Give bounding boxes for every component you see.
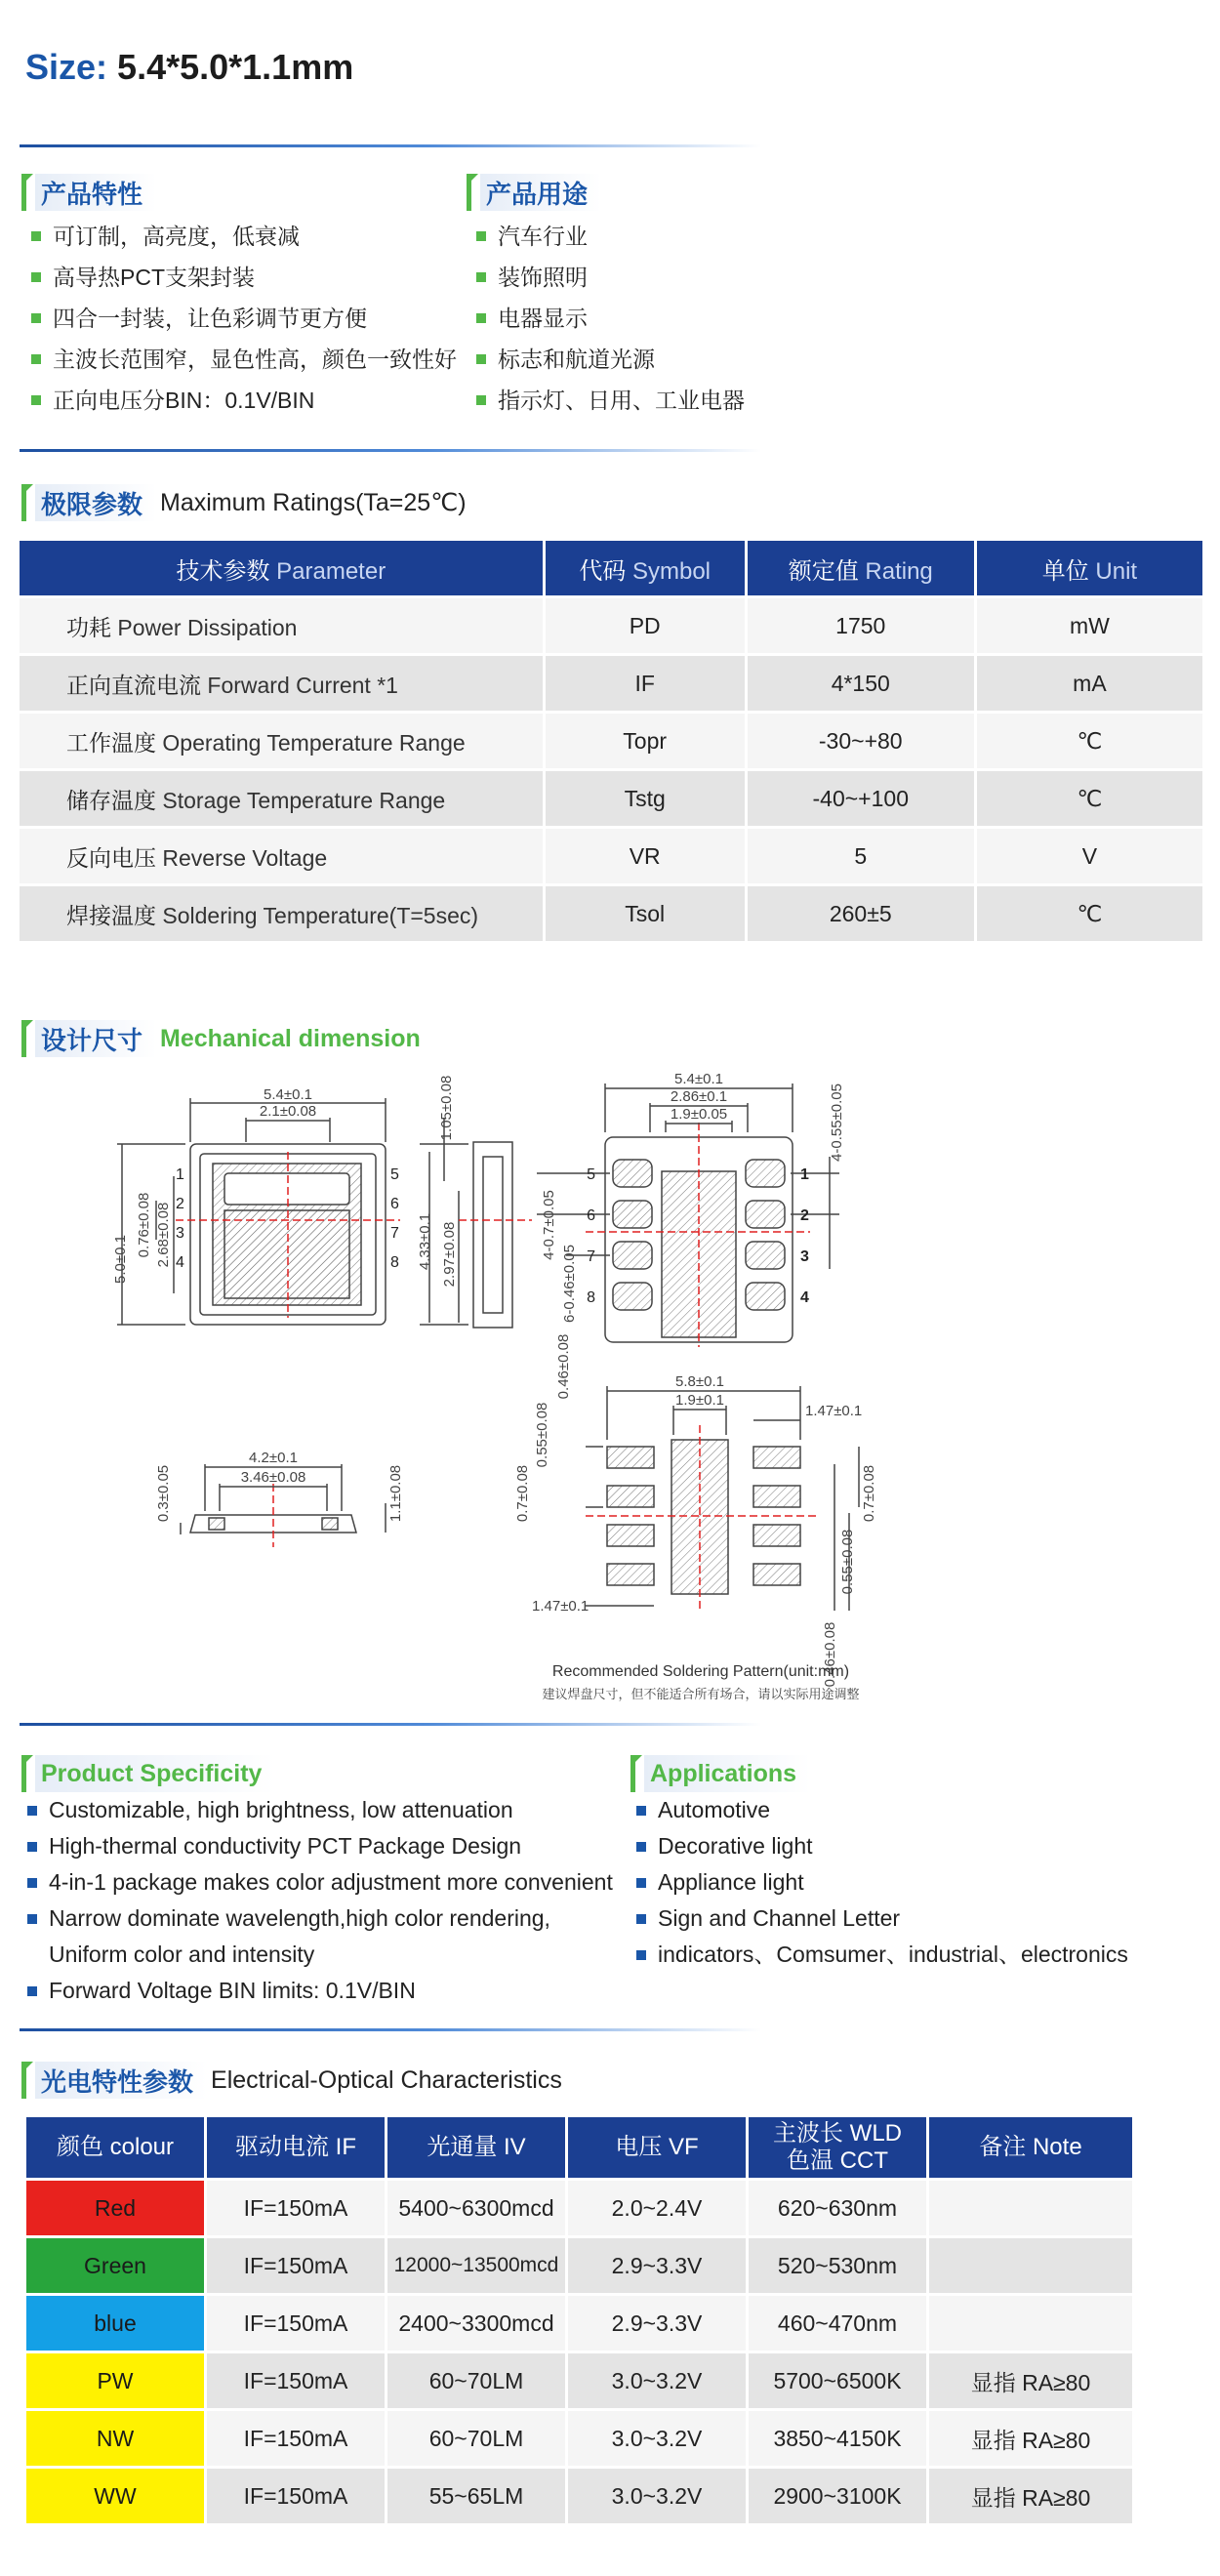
list-item: 标志和航道光源 <box>468 339 917 380</box>
table-cell: mA <box>977 656 1202 711</box>
table-cell: 1750 <box>748 598 974 653</box>
dim-label: 4-0.7±0.05 <box>541 1190 557 1260</box>
table-header: 单位 Unit <box>977 541 1202 595</box>
uses-title: 产品用途 <box>480 174 601 211</box>
table-cell: 储存温度 Storage Temperature Range <box>20 771 543 826</box>
dim-label: 5.4±0.1 <box>674 1071 723 1087</box>
table-cell: ℃ <box>977 886 1202 941</box>
table-header: 驱动电流 IF <box>207 2117 385 2178</box>
table-cell: 显指 RA≥80 <box>929 2411 1132 2466</box>
table-cell: V <box>977 829 1202 883</box>
colour-swatch-cell: blue <box>26 2296 204 2351</box>
dim-label: 0.76±0.08 <box>136 1192 152 1258</box>
divider <box>20 144 761 147</box>
table-header: 额定值 Rating <box>748 541 974 595</box>
pin-label: 4 <box>176 1254 184 1271</box>
table-header: 技术参数 Parameter <box>20 541 543 595</box>
mechanical-title-en: Mechanical dimension <box>160 1024 421 1052</box>
table-cell: IF=150mA <box>207 2353 385 2408</box>
features-head <box>21 172 156 213</box>
applications-list <box>629 1792 1214 1973</box>
table-cell: -30~+80 <box>748 714 974 768</box>
side-view <box>459 1142 532 1328</box>
list-item: 装饰照明 <box>468 257 917 298</box>
table-cell: ℃ <box>977 771 1202 826</box>
table-cell: 5700~6500K <box>749 2353 926 2408</box>
list-item: 4-in-1 package makes color adjustment more convenient <box>20 1864 625 1901</box>
table-cell: 2.0~2.4V <box>568 2181 746 2235</box>
table-cell <box>929 2181 1132 2235</box>
table-row <box>20 714 1202 768</box>
table-header: 主波长 WLD 色温 CCT <box>749 2117 926 2178</box>
table-cell: 620~630nm <box>749 2181 926 2235</box>
table-row <box>20 598 1202 653</box>
pin-label: 8 <box>587 1289 595 1306</box>
pin-label: 4 <box>800 1289 809 1306</box>
dim-label: 1.47±0.1 <box>805 1403 863 1419</box>
table-cell: 260±5 <box>748 886 974 941</box>
table-cell: 2.9~3.3V <box>568 2296 746 2351</box>
table-row <box>20 886 1202 941</box>
max-ratings-title-cn: 极限参数 <box>35 484 156 521</box>
pad-caption: Recommended Soldering Pattern(unit:mm) <box>551 1663 850 1680</box>
list-item-continued: Uniform color and intensity <box>49 1942 315 1967</box>
uses-head <box>467 172 601 213</box>
dim-label: 0.3±0.05 <box>155 1464 172 1523</box>
dim-label: 0.46±0.08 <box>822 1621 838 1688</box>
table-row <box>26 2469 1132 2523</box>
table-cell: 2400~3300mcd <box>387 2296 565 2351</box>
dim-label: 4.2±0.1 <box>249 1450 298 1466</box>
table-cell: 3.0~3.2V <box>568 2469 746 2523</box>
table-cell: Tstg <box>546 771 745 826</box>
product-specificity-title: Product Specificity <box>35 1755 275 1792</box>
dim-label: 0.46±0.08 <box>555 1333 572 1400</box>
pin-label: 1 <box>800 1166 809 1183</box>
divider <box>20 2028 761 2031</box>
dim-label: 0.55±0.08 <box>534 1402 550 1468</box>
dim-label: 1.9±0.05 <box>670 1106 728 1123</box>
colour-swatch-cell: Green <box>26 2238 204 2293</box>
table-row <box>20 829 1202 883</box>
dim-label: 6-0.46±0.05 <box>561 1245 578 1323</box>
dim-label: 1.9±0.1 <box>675 1392 724 1409</box>
mechanical-head <box>21 1018 421 1059</box>
list-item: 汽车行业 <box>468 216 917 257</box>
list-item: Decorative light <box>629 1828 1214 1864</box>
dim-label: 0.7±0.08 <box>514 1464 531 1523</box>
table-cell: 显指 RA≥80 <box>929 2353 1132 2408</box>
list-item: Customizable, high brightness, low attenuation <box>20 1792 625 1828</box>
table-cell: 60~70LM <box>387 2411 565 2466</box>
dim-label: 5.4±0.1 <box>264 1086 312 1103</box>
list-item: 高导热PCT支架封装 <box>23 257 472 298</box>
table-row <box>26 2296 1132 2351</box>
list-item: 可订制，高亮度，低衰减 <box>23 216 472 257</box>
table-cell: 460~470nm <box>749 2296 926 2351</box>
list-item: indicators、Comsumer、industrial、electronics <box>629 1937 1214 1973</box>
back-view <box>537 1084 839 1347</box>
table-cell <box>929 2238 1132 2293</box>
table-cell: 功耗 Power Dissipation <box>20 598 543 653</box>
dim-label: 1.05±0.08 <box>438 1075 455 1141</box>
table-cell: 焊接温度 Soldering Temperature(T=5sec) <box>20 886 543 941</box>
table-cell: IF=150mA <box>207 2181 385 2235</box>
max-ratings-head <box>21 482 467 523</box>
table-cell: 3850~4150K <box>749 2411 926 2466</box>
table-header: 代码 Symbol <box>546 541 745 595</box>
dim-label: 1.1±0.08 <box>387 1464 404 1523</box>
table-row <box>26 2353 1132 2408</box>
table-cell: 5400~6300mcd <box>387 2181 565 2235</box>
table-row <box>20 656 1202 711</box>
divider <box>20 449 761 452</box>
table-cell: 工作温度 Operating Temperature Range <box>20 714 543 768</box>
dim-label: 5.0±0.1 <box>112 1235 129 1284</box>
pin-label: 6 <box>587 1207 595 1224</box>
divider <box>20 1723 761 1726</box>
pad-pattern <box>586 1386 859 1611</box>
list-item: Narrow dominate wavelength,high color rendering, <box>20 1901 625 1937</box>
table-cell: 3.0~3.2V <box>568 2411 746 2466</box>
max-ratings-table <box>17 538 1205 944</box>
table-cell: Tsol <box>546 886 745 941</box>
pin-label: 3 <box>176 1225 184 1242</box>
table-row <box>26 2411 1132 2466</box>
table-cell: ℃ <box>977 714 1202 768</box>
electro-optical-title-cn: 光电特性参数 <box>35 2062 207 2099</box>
dim-label: 2.86±0.1 <box>670 1088 728 1105</box>
dim-label: 4.33±0.1 <box>417 1212 433 1271</box>
table-cell: 2.9~3.3V <box>568 2238 746 2293</box>
table-cell: 4*150 <box>748 656 974 711</box>
pin-label: 2 <box>176 1196 184 1212</box>
size-label: Size: <box>25 47 108 87</box>
applications-head <box>630 1753 810 1794</box>
table-cell: VR <box>546 829 745 883</box>
dim-label: 2.1±0.08 <box>259 1103 317 1120</box>
list-item: 电器显示 <box>468 298 917 339</box>
table-cell: 显指 RA≥80 <box>929 2469 1132 2523</box>
table-cell: 60~70LM <box>387 2353 565 2408</box>
table-cell: IF <box>546 656 745 711</box>
list-item: Automotive <box>629 1792 1214 1828</box>
pad-note: 建议焊盘尺寸，但不能适合所有场合，请以实际用途调整 <box>542 1687 860 1701</box>
dim-label: 0.7±0.08 <box>861 1464 877 1523</box>
product-specificity-list <box>20 1792 625 2009</box>
pin-label: 2 <box>800 1207 809 1224</box>
table-cell: 反向电压 Reverse Voltage <box>20 829 543 883</box>
electro-optical-title-en: Electrical-Optical Characteristics <box>211 2065 562 2094</box>
pin-label: 8 <box>390 1254 399 1271</box>
pin-label: 7 <box>587 1248 595 1265</box>
dim-label: 2.68±0.08 <box>155 1202 172 1268</box>
table-cell: 520~530nm <box>749 2238 926 2293</box>
pin-label: 1 <box>176 1166 184 1183</box>
table-cell <box>929 2296 1132 2351</box>
list-item: Appliance light <box>629 1864 1214 1901</box>
table-cell: 12000~13500mcd <box>387 2238 565 2293</box>
uses-list <box>468 216 917 421</box>
list-item: 正向电压分BIN：0.1V/BIN <box>23 380 472 421</box>
list-item: 指示灯、日用、工业电器 <box>468 380 917 421</box>
dim-label: 5.8±0.1 <box>675 1373 724 1390</box>
list-item: Sign and Channel Letter <box>629 1901 1214 1937</box>
size-value: 5.4*5.0*1.1mm <box>117 47 354 87</box>
table-cell: 2900~3100K <box>749 2469 926 2523</box>
table-row <box>26 2181 1132 2235</box>
mechanical-drawing <box>0 1064 1220 1708</box>
table-header: 备注 Note <box>929 2117 1132 2178</box>
pin-label: 7 <box>390 1225 399 1242</box>
list-item: Forward Voltage BIN limits: 0.1V/BIN <box>20 1973 625 2009</box>
dim-label: 3.46±0.08 <box>240 1469 306 1486</box>
pin-label: 3 <box>800 1248 809 1265</box>
table-cell: 55~65LM <box>387 2469 565 2523</box>
max-ratings-title-en: Maximum Ratings(Ta=25℃) <box>160 489 467 516</box>
pin-label: 5 <box>587 1166 595 1183</box>
list-item: High-thermal conductivity PCT Package Design <box>20 1828 625 1864</box>
table-cell: -40~+100 <box>748 771 974 826</box>
table-row <box>20 771 1202 826</box>
colour-swatch-cell: WW <box>26 2469 204 2523</box>
table-row <box>26 2238 1132 2293</box>
features-list <box>23 216 472 421</box>
table-cell: IF=150mA <box>207 2238 385 2293</box>
features-title: 产品特性 <box>35 174 156 211</box>
table-cell: mW <box>977 598 1202 653</box>
table-header: 颜色 colour <box>26 2117 204 2178</box>
table-cell: 5 <box>748 829 974 883</box>
product-specificity-head <box>21 1753 275 1794</box>
colour-swatch-cell: PW <box>26 2353 204 2408</box>
dim-label: 4-0.55±0.05 <box>829 1084 845 1162</box>
dim-label: 0.55±0.08 <box>839 1529 856 1595</box>
table-cell: PD <box>546 598 745 653</box>
pin-label: 6 <box>390 1196 399 1212</box>
mechanical-title-cn: 设计尺寸 <box>35 1020 156 1057</box>
table-cell: IF=150mA <box>207 2411 385 2466</box>
table-cell: IF=150mA <box>207 2469 385 2523</box>
electro-optical-head <box>21 2060 562 2101</box>
size-title <box>25 47 353 88</box>
table-header: 电压 VF <box>568 2117 746 2178</box>
pin-label: 5 <box>390 1166 399 1183</box>
table-cell: IF=150mA <box>207 2296 385 2351</box>
list-item: 主波长范围窄，显色性高，颜色一致性好 <box>23 339 472 380</box>
list-item: 四合一封装，让色彩调节更方便 <box>23 298 472 339</box>
dim-label: 1.47±0.1 <box>532 1598 590 1615</box>
dim-label: 2.97±0.08 <box>441 1221 458 1288</box>
table-cell: 3.0~3.2V <box>568 2353 746 2408</box>
table-cell: 正向直流电流 Forward Current *1 <box>20 656 543 711</box>
colour-swatch-cell: Red <box>26 2181 204 2235</box>
table-cell: Topr <box>546 714 745 768</box>
applications-title: Applications <box>644 1755 810 1792</box>
electro-optical-table <box>23 2114 1135 2526</box>
colour-swatch-cell: NW <box>26 2411 204 2466</box>
table-header: 光通量 IV <box>387 2117 565 2178</box>
